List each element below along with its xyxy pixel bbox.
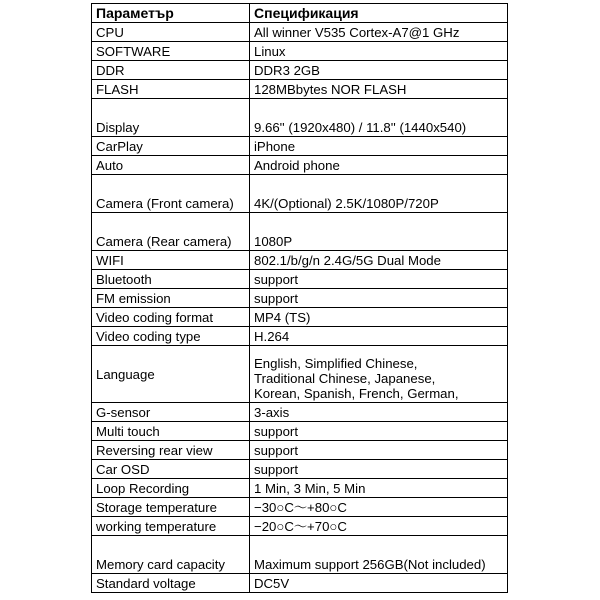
row-value: Android phone (250, 156, 508, 175)
table-row (92, 498, 508, 517)
header-specification: Спецификация (250, 4, 508, 23)
row-param: Car OSD (92, 460, 250, 479)
row-value: DDR3 2GB (250, 61, 508, 80)
table-header-row (92, 4, 508, 23)
table-row (92, 137, 508, 156)
row-param: G-sensor (92, 403, 250, 422)
row-param: FLASH (92, 80, 250, 99)
table-row (92, 441, 508, 460)
row-param: Reversing rear view (92, 441, 250, 460)
row-value: 1080P (250, 213, 508, 251)
row-value: 4K/(Optional) 2.5K/1080P/720P (250, 175, 508, 213)
table-row (92, 23, 508, 42)
table-row (92, 156, 508, 175)
table-row (92, 460, 508, 479)
row-value: support (250, 441, 508, 460)
table-row (92, 574, 508, 593)
table-row (92, 346, 508, 403)
row-param: Standard voltage (92, 574, 250, 593)
table-row (92, 422, 508, 441)
header-parameter: Параметър (92, 4, 250, 23)
row-param: Multi touch (92, 422, 250, 441)
table-row (92, 213, 508, 251)
row-value: H.264 (250, 327, 508, 346)
row-param: Bluetooth (92, 270, 250, 289)
row-param: FM emission (92, 289, 250, 308)
row-value: 9.66'' (1920x480) / 11.8'' (1440x540) (250, 99, 508, 137)
table-row (92, 175, 508, 213)
row-value: Maximum support 256GB(Not included) (250, 536, 508, 574)
row-param: CarPlay (92, 137, 250, 156)
table-row (92, 536, 508, 574)
row-value: support (250, 270, 508, 289)
row-param: Language (92, 346, 250, 403)
row-value: 802.1/b/g/n 2.4G/5G Dual Mode (250, 251, 508, 270)
row-param: Memory card capacity (92, 536, 250, 574)
table-row (92, 403, 508, 422)
row-param: Video coding format (92, 308, 250, 327)
table-row (92, 479, 508, 498)
table-row (92, 327, 508, 346)
row-param: working temperature (92, 517, 250, 536)
language-line: English, Simplified Chinese, (254, 356, 418, 371)
row-value: support (250, 460, 508, 479)
row-value: support (250, 289, 508, 308)
row-value: MP4 (TS) (250, 308, 508, 327)
row-param: Storage temperature (92, 498, 250, 517)
table-row (92, 308, 508, 327)
table-row (92, 42, 508, 61)
row-value (250, 346, 508, 403)
row-param: CPU (92, 23, 250, 42)
row-value: 128MBbytes NOR FLASH (250, 80, 508, 99)
table-row (92, 61, 508, 80)
language-line: Traditional Chinese, Japanese, (254, 371, 436, 386)
row-value: Linux (250, 42, 508, 61)
table-row (92, 80, 508, 99)
row-value: iPhone (250, 137, 508, 156)
row-value: −30○C～+80○C (250, 498, 508, 517)
row-value: 1 Min, 3 Min, 5 Min (250, 479, 508, 498)
row-param: WIFI (92, 251, 250, 270)
row-value: 3-axis (250, 403, 508, 422)
row-param: Video coding type (92, 327, 250, 346)
row-value: support (250, 422, 508, 441)
table-row (92, 517, 508, 536)
row-param: Camera (Front camera) (92, 175, 250, 213)
row-param: Display (92, 99, 250, 137)
row-value: All winner V535 Cortex-A7@1 GHz (250, 23, 508, 42)
row-value: −20○C～+70○C (250, 517, 508, 536)
specification-table (91, 3, 508, 593)
row-param: SOFTWARE (92, 42, 250, 61)
row-value: DC5V (250, 574, 508, 593)
table-row (92, 289, 508, 308)
table-row (92, 99, 508, 137)
row-param: Auto (92, 156, 250, 175)
table-row (92, 251, 508, 270)
language-line: Korean, Spanish, French, German, (254, 386, 459, 401)
row-param: Camera (Rear camera) (92, 213, 250, 251)
row-param: DDR (92, 61, 250, 80)
table-row (92, 270, 508, 289)
row-param: Loop Recording (92, 479, 250, 498)
